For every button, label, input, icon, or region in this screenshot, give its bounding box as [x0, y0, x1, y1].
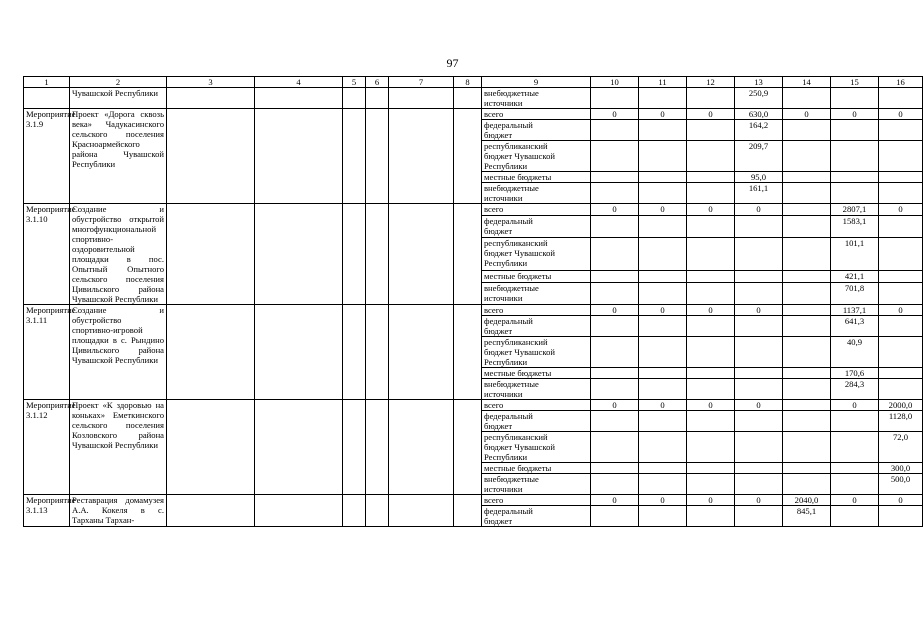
amount-cell-12 [687, 432, 735, 463]
column-number: 11 [639, 77, 687, 88]
funding-source-cell: местные бюджеты [482, 463, 591, 474]
amount-cell-15 [831, 463, 879, 474]
amount-cell-15 [831, 88, 879, 109]
amount-cell-10 [591, 238, 639, 271]
amount-cell-15: 0 [831, 495, 879, 506]
amount-cell-15 [831, 141, 879, 172]
col-5-cell [343, 109, 366, 204]
funding-source-cell: республиканский бюджет Чувашской Республики [482, 238, 591, 271]
amount-cell-10 [591, 368, 639, 379]
amount-cell-10 [591, 215, 639, 237]
amount-cell-10 [591, 172, 639, 183]
amount-cell-14 [783, 172, 831, 183]
amount-cell-16 [879, 141, 923, 172]
event-id-cell: Мероприятие 3.1.12 [24, 400, 70, 495]
amount-cell-16: 1128,0 [879, 411, 923, 432]
column-numbers-row [24, 77, 923, 88]
amount-cell-15: 641,3 [831, 316, 879, 337]
amount-cell-14 [783, 400, 831, 411]
amount-cell-15 [831, 474, 879, 495]
column-number: 4 [255, 77, 343, 88]
amount-cell-11 [639, 183, 687, 204]
amount-cell-13: 0 [735, 204, 783, 216]
amount-cell-10: 0 [591, 305, 639, 316]
amount-cell-11 [639, 88, 687, 109]
amount-cell-15 [831, 432, 879, 463]
col-7-cell [389, 109, 454, 204]
amount-cell-16: 0 [879, 305, 923, 316]
amount-cell-11 [639, 411, 687, 432]
amount-cell-12: 0 [687, 109, 735, 120]
amount-cell-14 [783, 305, 831, 316]
amount-cell-12: 0 [687, 204, 735, 216]
amount-cell-15: 101,1 [831, 238, 879, 271]
column-number: 7 [389, 77, 454, 88]
funding-source-cell: местные бюджеты [482, 172, 591, 183]
amount-cell-11: 0 [639, 204, 687, 216]
funding-source-cell: федеральный бюджет [482, 506, 591, 527]
funding-source-cell: республиканский бюджет Чувашской Республики [482, 141, 591, 172]
amount-cell-10 [591, 282, 639, 304]
col-8-cell [454, 109, 482, 204]
col-7-cell [389, 495, 454, 527]
event-name-cell: Чувашской Республики [70, 88, 167, 109]
amount-cell-10 [591, 270, 639, 282]
col-4-cell [255, 495, 343, 527]
amount-cell-11: 0 [639, 400, 687, 411]
funding-source-cell: внебюджетные источники [482, 379, 591, 400]
column-number: 1 [24, 77, 70, 88]
amount-cell-13 [735, 337, 783, 368]
amount-cell-10: 0 [591, 109, 639, 120]
event-id-cell: Мероприятие 3.1.9 [24, 109, 70, 204]
amount-cell-13 [735, 463, 783, 474]
amount-cell-16 [879, 316, 923, 337]
amount-cell-14 [783, 204, 831, 216]
column-number: 14 [783, 77, 831, 88]
amount-cell-16 [879, 238, 923, 271]
amount-cell-12 [687, 172, 735, 183]
col-7-cell [389, 305, 454, 400]
amount-cell-13: 161,1 [735, 183, 783, 204]
amount-cell-12 [687, 238, 735, 271]
column-number: 2 [70, 77, 167, 88]
amount-cell-15: 284,3 [831, 379, 879, 400]
amount-cell-13 [735, 368, 783, 379]
col-4-cell [255, 88, 343, 109]
funding-source-cell: всего [482, 204, 591, 216]
amount-cell-11 [639, 379, 687, 400]
amount-cell-16 [879, 282, 923, 304]
event-id-cell: Мероприятие 3.1.11 [24, 305, 70, 400]
amount-cell-14 [783, 337, 831, 368]
col-5-cell [343, 204, 366, 305]
col-5-cell [343, 305, 366, 400]
amount-cell-14 [783, 215, 831, 237]
continuation-row [24, 88, 923, 109]
amount-cell-16: 500,0 [879, 474, 923, 495]
amount-cell-16: 300,0 [879, 463, 923, 474]
amount-cell-16 [879, 379, 923, 400]
funding-source-cell: всего [482, 400, 591, 411]
event-row [24, 204, 923, 216]
amount-cell-13 [735, 270, 783, 282]
col-3-cell [167, 400, 255, 495]
col-8-cell [454, 204, 482, 305]
col-6-cell [366, 109, 389, 204]
col-5-cell [343, 400, 366, 495]
funding-source-cell: федеральный бюджет [482, 411, 591, 432]
col-3-cell [167, 305, 255, 400]
funding-source-cell: федеральный бюджет [482, 215, 591, 237]
amount-cell-12: 0 [687, 305, 735, 316]
amount-cell-11 [639, 238, 687, 271]
amount-cell-14 [783, 368, 831, 379]
column-number: 3 [167, 77, 255, 88]
column-number: 8 [454, 77, 482, 88]
event-name-cell: Реставрация домамузея А.А. Кокеля в с. Тарханы Тархан- [70, 495, 167, 527]
amount-cell-13 [735, 432, 783, 463]
amount-cell-10 [591, 379, 639, 400]
col-6-cell [366, 88, 389, 109]
amount-cell-11 [639, 215, 687, 237]
amount-cell-12 [687, 316, 735, 337]
amount-cell-16: 0 [879, 204, 923, 216]
amount-cell-10 [591, 411, 639, 432]
col-6-cell [366, 400, 389, 495]
amount-cell-15: 40,9 [831, 337, 879, 368]
amount-cell-13 [735, 506, 783, 527]
amount-cell-16 [879, 88, 923, 109]
amount-cell-10 [591, 463, 639, 474]
table-body [24, 77, 923, 527]
amount-cell-16 [879, 506, 923, 527]
amount-cell-12 [687, 183, 735, 204]
amount-cell-11 [639, 172, 687, 183]
funding-source-cell: внебюджетные источники [482, 183, 591, 204]
amount-cell-10 [591, 316, 639, 337]
funding-source-cell: внебюджетные источники [482, 282, 591, 304]
amount-cell-14: 845,1 [783, 506, 831, 527]
amount-cell-15 [831, 183, 879, 204]
amount-cell-13 [735, 474, 783, 495]
column-number: 16 [879, 77, 923, 88]
column-number: 10 [591, 77, 639, 88]
event-id-cell [24, 88, 70, 109]
funding-source-cell: местные бюджеты [482, 368, 591, 379]
budget-table [23, 76, 923, 527]
amount-cell-16 [879, 337, 923, 368]
col-7-cell [389, 400, 454, 495]
amount-cell-11 [639, 316, 687, 337]
col-5-cell [343, 88, 366, 109]
amount-cell-14 [783, 238, 831, 271]
col-3-cell [167, 204, 255, 305]
amount-cell-13: 164,2 [735, 120, 783, 141]
amount-cell-14: 0 [783, 109, 831, 120]
amount-cell-15: 701,8 [831, 282, 879, 304]
amount-cell-12: 0 [687, 400, 735, 411]
amount-cell-12 [687, 474, 735, 495]
amount-cell-15 [831, 411, 879, 432]
amount-cell-14 [783, 282, 831, 304]
amount-cell-15: 170,6 [831, 368, 879, 379]
amount-cell-13: 95,0 [735, 172, 783, 183]
amount-cell-14 [783, 183, 831, 204]
amount-cell-10 [591, 432, 639, 463]
amount-cell-14 [783, 316, 831, 337]
column-number: 9 [482, 77, 591, 88]
amount-cell-11 [639, 270, 687, 282]
col-4-cell [255, 109, 343, 204]
amount-cell-13 [735, 316, 783, 337]
col-4-cell [255, 400, 343, 495]
amount-cell-11 [639, 506, 687, 527]
amount-cell-13: 0 [735, 305, 783, 316]
col-4-cell [255, 305, 343, 400]
amount-cell-16 [879, 215, 923, 237]
amount-cell-12 [687, 368, 735, 379]
amount-cell-14 [783, 432, 831, 463]
amount-cell-12 [687, 270, 735, 282]
amount-cell-11 [639, 474, 687, 495]
amount-cell-12 [687, 337, 735, 368]
amount-cell-11 [639, 337, 687, 368]
col-3-cell [167, 495, 255, 527]
amount-cell-10: 0 [591, 400, 639, 411]
funding-source-cell: республиканский бюджет Чувашской Республики [482, 432, 591, 463]
event-id-cell: Мероприятие 3.1.10 [24, 204, 70, 305]
amount-cell-15: 2807,1 [831, 204, 879, 216]
amount-cell-12 [687, 282, 735, 304]
amount-cell-15 [831, 506, 879, 527]
amount-cell-10 [591, 141, 639, 172]
amount-cell-15: 0 [831, 400, 879, 411]
amount-cell-11: 0 [639, 495, 687, 506]
amount-cell-14 [783, 379, 831, 400]
amount-cell-12 [687, 411, 735, 432]
column-number: 13 [735, 77, 783, 88]
column-number: 15 [831, 77, 879, 88]
amount-cell-12: 0 [687, 495, 735, 506]
amount-cell-16 [879, 270, 923, 282]
col-8-cell [454, 88, 482, 109]
funding-source-cell: внебюджетные источники [482, 474, 591, 495]
col-6-cell [366, 305, 389, 400]
amount-cell-14 [783, 141, 831, 172]
col-8-cell [454, 305, 482, 400]
amount-cell-15: 0 [831, 109, 879, 120]
amount-cell-15 [831, 172, 879, 183]
funding-source-cell: всего [482, 495, 591, 506]
amount-cell-10 [591, 506, 639, 527]
funding-source-cell: местные бюджеты [482, 270, 591, 282]
amount-cell-13: 630,0 [735, 109, 783, 120]
funding-source-cell: всего [482, 305, 591, 316]
amount-cell-12 [687, 141, 735, 172]
amount-cell-10 [591, 120, 639, 141]
funding-source-cell: федеральный бюджет [482, 120, 591, 141]
funding-source-cell: внебюджетные источники [482, 88, 591, 109]
amount-cell-16 [879, 368, 923, 379]
amount-cell-12 [687, 215, 735, 237]
page-number: 97 [446, 56, 459, 70]
amount-cell-16 [879, 120, 923, 141]
column-number: 6 [366, 77, 389, 88]
event-row [24, 305, 923, 316]
col-6-cell [366, 204, 389, 305]
amount-cell-11 [639, 282, 687, 304]
amount-cell-11 [639, 432, 687, 463]
amount-cell-11: 0 [639, 109, 687, 120]
amount-cell-14 [783, 463, 831, 474]
column-number: 12 [687, 77, 735, 88]
amount-cell-10 [591, 337, 639, 368]
amount-cell-12 [687, 506, 735, 527]
amount-cell-11: 0 [639, 305, 687, 316]
amount-cell-14 [783, 474, 831, 495]
amount-cell-13 [735, 411, 783, 432]
amount-cell-13: 250,9 [735, 88, 783, 109]
col-7-cell [389, 88, 454, 109]
amount-cell-16: 0 [879, 109, 923, 120]
amount-cell-12 [687, 88, 735, 109]
col-6-cell [366, 495, 389, 527]
amount-cell-11 [639, 120, 687, 141]
col-3-cell [167, 109, 255, 204]
amount-cell-14 [783, 270, 831, 282]
event-row [24, 400, 923, 411]
amount-cell-12 [687, 120, 735, 141]
event-row [24, 109, 923, 120]
amount-cell-16 [879, 172, 923, 183]
col-3-cell [167, 88, 255, 109]
amount-cell-16 [879, 183, 923, 204]
event-name-cell: Создание и обустройство спортивно-игровой площадки в с. Рындино Цивильского района Чувашской Республики [70, 305, 167, 400]
amount-cell-10 [591, 183, 639, 204]
amount-cell-10 [591, 88, 639, 109]
event-name-cell: Проект «К здоровью на коньках» Еметкинского сельского поселения Козловского района Чувашской Республики [70, 400, 167, 495]
funding-source-cell: республиканский бюджет Чувашской Республики [482, 337, 591, 368]
amount-cell-15: 1137,1 [831, 305, 879, 316]
amount-cell-13: 0 [735, 495, 783, 506]
amount-cell-14 [783, 88, 831, 109]
amount-cell-15 [831, 120, 879, 141]
amount-cell-14: 2040,0 [783, 495, 831, 506]
amount-cell-13 [735, 379, 783, 400]
amount-cell-10: 0 [591, 204, 639, 216]
funding-source-cell: федеральный бюджет [482, 316, 591, 337]
amount-cell-13 [735, 282, 783, 304]
amount-cell-10: 0 [591, 495, 639, 506]
amount-cell-16: 2000,0 [879, 400, 923, 411]
event-row [24, 495, 923, 506]
amount-cell-16: 0 [879, 495, 923, 506]
col-4-cell [255, 204, 343, 305]
amount-cell-11 [639, 141, 687, 172]
amount-cell-14 [783, 120, 831, 141]
amount-cell-15: 421,1 [831, 270, 879, 282]
amount-cell-11 [639, 463, 687, 474]
col-5-cell [343, 495, 366, 527]
amount-cell-12 [687, 463, 735, 474]
amount-cell-13 [735, 215, 783, 237]
amount-cell-13: 0 [735, 400, 783, 411]
col-7-cell [389, 204, 454, 305]
amount-cell-13 [735, 238, 783, 271]
amount-cell-12 [687, 379, 735, 400]
event-id-cell: Мероприятие 3.1.13 [24, 495, 70, 527]
amount-cell-11 [639, 368, 687, 379]
col-8-cell [454, 495, 482, 527]
event-name-cell: Создание и обустройство открытой многофункциональной спортивно-оздоровительной площадки в пос. Опытный Опытного сельского поселения Цивильского района Чувашской Республики [70, 204, 167, 305]
col-8-cell [454, 400, 482, 495]
amount-cell-13: 209,7 [735, 141, 783, 172]
amount-cell-14 [783, 411, 831, 432]
column-number: 5 [343, 77, 366, 88]
funding-source-cell: всего [482, 109, 591, 120]
amount-cell-15: 1583,1 [831, 215, 879, 237]
amount-cell-16: 72,0 [879, 432, 923, 463]
amount-cell-10 [591, 474, 639, 495]
event-name-cell: Проект «Дорога сквозь века» Чадукасинского сельского поселения Красноармейского района Чувашской Республики [70, 109, 167, 204]
